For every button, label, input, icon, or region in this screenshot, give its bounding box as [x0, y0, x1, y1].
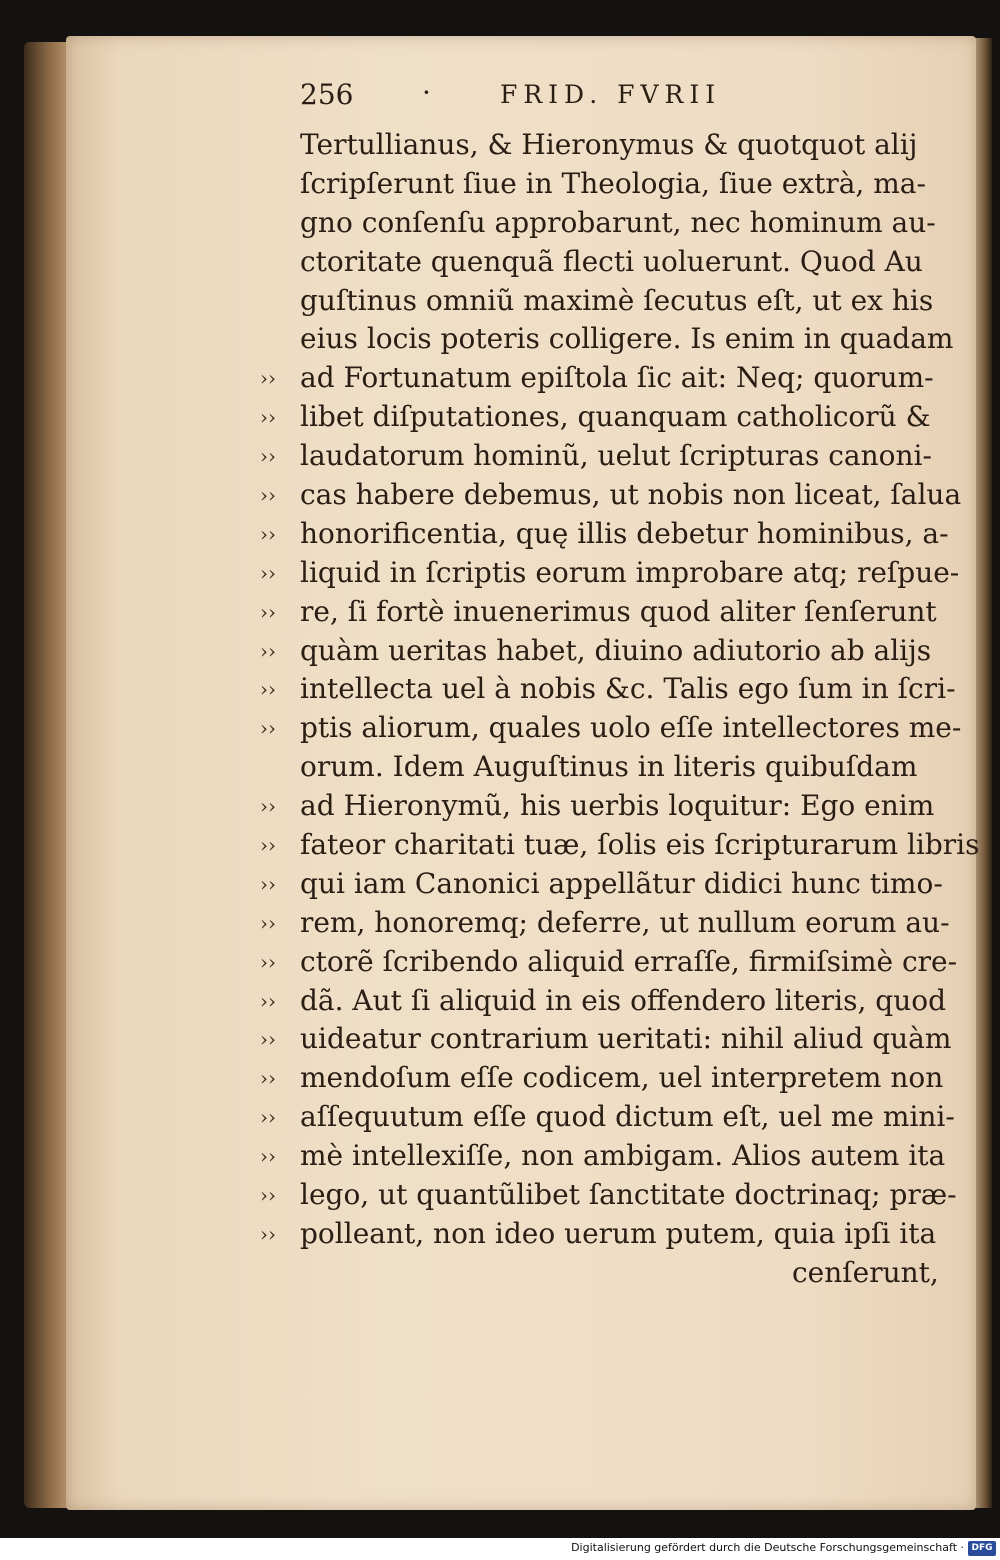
quotation-marker: ››	[260, 560, 276, 585]
quotation-marker: ››	[260, 1105, 276, 1130]
text-line	[260, 1137, 960, 1176]
line-text: uideatur contrarium ueritati: nihil aliud quàm	[300, 1022, 952, 1056]
text-line	[260, 1059, 960, 1098]
book-left-edge	[24, 42, 70, 1508]
text-line	[260, 709, 960, 748]
quotation-marker: ››	[260, 1066, 276, 1091]
line-text: mè intellexiſſe, non ambigam. Alios autem ita	[300, 1139, 946, 1173]
page-number: 256	[300, 78, 354, 111]
quotation-marker: ››	[260, 1027, 276, 1052]
text-line	[260, 126, 960, 165]
text-line	[260, 1215, 960, 1254]
quotation-marker: ››	[260, 366, 276, 391]
line-text: honorificentia, quę illis debetur hominibus, a-	[300, 516, 949, 550]
text-line	[260, 554, 960, 593]
line-text: ptis aliorum, quales uolo eſſe intellectores me-	[300, 711, 962, 745]
line-text: qui iam Canonici appellãtur didici hunc timo-	[300, 866, 943, 900]
text-line	[260, 632, 960, 671]
line-text: Tertullianus, & Hieronymus & quotquot alij	[300, 128, 918, 161]
quotation-marker: ››	[260, 599, 276, 624]
line-text: liquid in ſcriptis eorum improbare atq; reſpue-	[300, 555, 960, 589]
quotation-marker: ››	[260, 405, 276, 430]
line-text: quàm ueritas habet, diuino adiutorio ab alijs	[300, 633, 932, 667]
line-text: ad Hieronymũ, his uerbis loquitur: Ego enim	[300, 789, 935, 823]
quotation-marker: ››	[260, 910, 276, 935]
page-header	[296, 76, 956, 116]
line-text: cas habere debemus, ut nobis non liceat, ſalua	[300, 478, 962, 512]
line-text: ſcripſerunt ſiue in Theologia, ſiue extrà, ma-	[300, 166, 926, 200]
quotation-marker: ››	[260, 794, 276, 819]
line-text: gno conſenſu approbarunt, nec hominum au-	[300, 205, 936, 239]
catchword: cenſerunt,	[792, 1255, 939, 1289]
quotation-marker: ››	[260, 1221, 276, 1246]
quotation-marker: ››	[260, 444, 276, 469]
line-text: ctoritate quenquã flecti uoluerunt. Quod Au	[300, 244, 923, 278]
quotation-marker: ››	[260, 716, 276, 741]
text-line	[260, 670, 960, 709]
running-head: FRID. FVRII	[500, 80, 722, 109]
text-line	[260, 904, 960, 943]
quotation-marker: ››	[260, 1144, 276, 1169]
line-text: re, ſi fortè inuenerimus quod aliter ſenſerunt	[300, 594, 937, 628]
line-text: fateor charitati tuæ, ſolis eis ſcripturarum libris	[300, 828, 980, 862]
text-line	[260, 593, 960, 632]
line-text: lego, ut quantũlibet ſanctitate doctrinaq; præ-	[300, 1178, 957, 1212]
text-line	[260, 748, 960, 787]
text-line	[260, 282, 960, 321]
quotation-marker: ››	[260, 833, 276, 858]
text-line	[260, 982, 960, 1021]
line-text: ad Fortunatum epiſtola ſic ait: Neq; quorum-	[300, 361, 934, 395]
text-line	[260, 320, 960, 359]
text-line	[260, 826, 980, 865]
text-line	[260, 865, 960, 904]
line-text: intellecta uel à nobis &c. Talis ego ſum in ſcri-	[300, 672, 956, 706]
text-line	[260, 165, 960, 204]
line-text: eius locis poteris colligere. Is enim in quadam	[300, 322, 954, 356]
text-line	[260, 204, 960, 243]
text-block	[260, 126, 980, 1293]
catchword-line	[260, 1254, 960, 1293]
text-line	[260, 515, 960, 554]
line-text: ctorẽ ſcribendo aliquid erraſſe, firmiſsimè cre-	[300, 944, 958, 978]
quotation-marker: ››	[260, 1183, 276, 1208]
line-text: rem, honoremq; deferre, ut nullum eorum au-	[300, 905, 950, 939]
text-line	[260, 437, 960, 476]
quotation-marker: ››	[260, 949, 276, 974]
quotation-marker: ››	[260, 988, 276, 1013]
quotation-marker: ››	[260, 677, 276, 702]
text-line	[260, 243, 960, 282]
text-line	[260, 1020, 960, 1059]
line-text: polleant, non ideo uerum putem, quia ipſi ita	[300, 1216, 937, 1250]
line-text: libet diſputationes, quanquam catholicorũ &	[300, 400, 931, 434]
header-dot: ·	[422, 76, 431, 109]
quotation-marker: ››	[260, 521, 276, 546]
text-line	[260, 943, 960, 982]
text-line	[260, 398, 960, 437]
dfg-logo: DFG	[968, 1541, 996, 1556]
line-text: mendoſum eſſe codicem, uel interpretem non	[300, 1061, 944, 1095]
quotation-marker: ››	[260, 638, 276, 663]
footer	[0, 1538, 1000, 1560]
line-text: laudatorum hominũ, uelut ſcripturas canoni-	[300, 439, 932, 473]
text-line	[260, 1098, 960, 1137]
text-line	[260, 359, 960, 398]
text-line	[260, 1176, 960, 1215]
funding-notice: Digitalisierung gefördert durch die Deutsche Forschungsgemeinschaft ·	[571, 1541, 964, 1554]
quotation-marker: ››	[260, 483, 276, 508]
quotation-marker: ››	[260, 871, 276, 896]
line-text: guſtinus omniũ maximè ſecutus eſt, ut ex his	[300, 283, 934, 317]
text-line	[260, 787, 960, 826]
text-line	[260, 476, 960, 515]
line-text: orum. Idem Auguſtinus in literis quibuſdam	[300, 750, 918, 784]
line-text: aſſequutum eſſe quod dictum eſt, uel me mini-	[300, 1100, 955, 1134]
line-text: dã. Aut ſi aliquid in eis offendero literis, quod	[300, 983, 947, 1017]
